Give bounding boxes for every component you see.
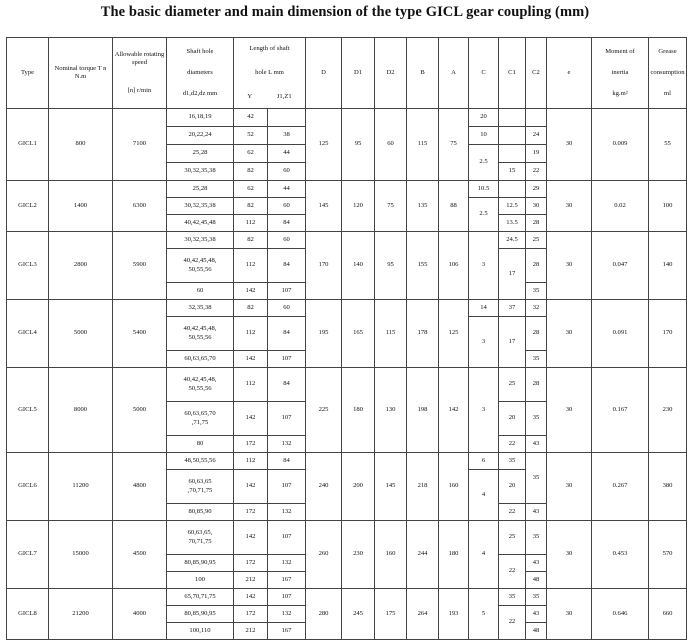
cell-type: GICL5	[7, 368, 49, 453]
cell-shaft-diameter: 20,22,24	[167, 127, 234, 145]
header-D2: D2	[375, 38, 407, 109]
cell-C1: 20	[499, 470, 526, 504]
cell-grease: 100	[649, 181, 687, 232]
cell-C: 3	[469, 317, 499, 368]
cell-C1	[499, 181, 526, 198]
cell-shaft-diameter: 25,28	[167, 181, 234, 198]
table-row	[7, 232, 687, 249]
cell-C2	[526, 109, 547, 127]
header-grease-line2: consumption	[650, 68, 685, 76]
cell-length-j1: 132	[268, 606, 306, 623]
header-torque: Nominal torque T n N.m	[49, 38, 113, 109]
cell-length-y: 82	[234, 232, 268, 249]
cell-length-y: 142	[234, 351, 268, 368]
header-length-j1: J1,Z1	[276, 92, 292, 100]
header-D1: D1	[342, 38, 375, 109]
cell-C1	[499, 145, 526, 163]
cell-D2: 60	[375, 109, 407, 181]
cell-shaft-diameter: 100,110	[167, 623, 234, 640]
cell-type: GICL1	[7, 109, 49, 181]
cell-grease: 380	[649, 453, 687, 521]
cell-length-j1: 44	[268, 145, 306, 163]
cell-grease: 170	[649, 300, 687, 368]
cell-grease: 660	[649, 589, 687, 640]
table-row	[7, 181, 687, 198]
cell-A: 125	[439, 300, 469, 368]
cell-speed: 5400	[113, 300, 167, 368]
cell-torque: 2800	[49, 232, 113, 300]
cell-C1: 20	[499, 402, 526, 436]
cell-C1	[499, 127, 526, 145]
cell-length-j1: 107	[268, 283, 306, 300]
cell-D: 225	[306, 368, 342, 453]
cell-D2: 130	[375, 368, 407, 453]
cell-C2: 48	[526, 572, 547, 589]
table-row	[7, 589, 687, 606]
cell-e: 30	[547, 589, 592, 640]
cell-length-j1: 84	[268, 317, 306, 351]
cell-A: 193	[439, 589, 469, 640]
cell-length-j1	[268, 109, 306, 127]
cell-length-j1: 167	[268, 572, 306, 589]
cell-C2: 24	[526, 127, 547, 145]
cell-length-y: 62	[234, 145, 268, 163]
cell-speed: 4000	[113, 589, 167, 640]
cell-C: 6	[469, 453, 499, 470]
cell-length-j1: 107	[268, 402, 306, 436]
cell-torque: 21200	[49, 589, 113, 640]
table-row	[7, 453, 687, 470]
cell-D: 195	[306, 300, 342, 368]
header-D: D	[306, 38, 342, 109]
cell-B: 155	[407, 232, 439, 300]
cell-length-y: 112	[234, 453, 268, 470]
cell-moment: 0.453	[592, 521, 649, 589]
cell-shaft-diameter: 80,85,90,95	[167, 555, 234, 572]
cell-torque: 11200	[49, 453, 113, 521]
cell-B: 115	[407, 109, 439, 181]
cell-length-j1: 84	[268, 249, 306, 283]
header-B: B	[407, 38, 439, 109]
cell-D1: 120	[342, 181, 375, 232]
cell-length-j1: 167	[268, 623, 306, 640]
cell-e: 30	[547, 368, 592, 453]
cell-shaft-diameter: 16,18,19	[167, 109, 234, 127]
cell-C2: 32	[526, 300, 547, 317]
cell-grease: 140	[649, 232, 687, 300]
cell-shaft-diameter: 100	[167, 572, 234, 589]
cell-shaft-diameter: 48,50,55,56	[167, 453, 234, 470]
cell-shaft-diameter: 30,32,35,38	[167, 163, 234, 181]
cell-speed: 5900	[113, 232, 167, 300]
cell-D: 145	[306, 181, 342, 232]
cell-grease: 230	[649, 368, 687, 453]
header-C: C	[469, 38, 499, 109]
cell-D1: 200	[342, 453, 375, 521]
table-row	[7, 521, 687, 555]
cell-type: GICL2	[7, 181, 49, 232]
cell-length-j1: 44	[268, 181, 306, 198]
cell-D1: 165	[342, 300, 375, 368]
table-row	[7, 368, 687, 402]
cell-C1: 22	[499, 504, 526, 521]
cell-C1: 35	[499, 453, 526, 470]
cell-C2: 29	[526, 181, 547, 198]
cell-e: 30	[547, 181, 592, 232]
header-moment	[592, 38, 649, 109]
cell-D2: 95	[375, 232, 407, 300]
cell-length-y: 172	[234, 436, 268, 453]
cell-torque: 1400	[49, 181, 113, 232]
cell-length-y: 112	[234, 215, 268, 232]
cell-e: 30	[547, 109, 592, 181]
header-type: Type	[7, 38, 49, 109]
cell-C: 2.5	[469, 145, 499, 181]
cell-A: 88	[439, 181, 469, 232]
cell-D2: 75	[375, 181, 407, 232]
cell-type: GICL3	[7, 232, 49, 300]
cell-length-y: 142	[234, 283, 268, 300]
header-shaft-line1: Shaft hole	[186, 47, 214, 55]
cell-shaft-diameter: 65,70,71,75	[167, 589, 234, 606]
cell-length-j1: 60	[268, 163, 306, 181]
cell-C1: 15	[499, 163, 526, 181]
table-row	[7, 300, 687, 317]
cell-grease: 570	[649, 521, 687, 589]
cell-moment: 0.02	[592, 181, 649, 232]
cell-D: 260	[306, 521, 342, 589]
cell-C1: 22	[499, 555, 526, 589]
cell-length-y: 142	[234, 521, 268, 555]
cell-C1: 12.5	[499, 198, 526, 215]
cell-length-y: 82	[234, 163, 268, 181]
cell-length-y: 112	[234, 317, 268, 351]
header-A: A	[439, 38, 469, 109]
cell-A: 75	[439, 109, 469, 181]
cell-D: 280	[306, 589, 342, 640]
cell-shaft-diameter: 40,42,45,48	[167, 215, 234, 232]
cell-length-y: 172	[234, 504, 268, 521]
header-grease-line1: Grease	[658, 47, 677, 55]
cell-length-j1: 132	[268, 504, 306, 521]
cell-C2: 48	[526, 623, 547, 640]
cell-D: 125	[306, 109, 342, 181]
cell-C1: 17	[499, 317, 526, 368]
cell-torque: 800	[49, 109, 113, 181]
cell-torque: 15000	[49, 521, 113, 589]
header-moment-line1: Moment of	[605, 47, 635, 55]
cell-length-j1: 60	[268, 300, 306, 317]
header-shaft-hole	[167, 38, 234, 109]
cell-shaft-diameter: 60,63,65, 70,71,75	[167, 521, 234, 555]
header-speed	[113, 38, 167, 109]
cell-B: 244	[407, 521, 439, 589]
cell-length-j1: 38	[268, 127, 306, 145]
cell-C: 4	[469, 470, 499, 521]
cell-A: 180	[439, 521, 469, 589]
cell-C: 14	[469, 300, 499, 317]
cell-speed: 4800	[113, 453, 167, 521]
cell-C1: 13.5	[499, 215, 526, 232]
cell-C2: 30	[526, 198, 547, 215]
cell-D2: 145	[375, 453, 407, 521]
cell-C1: 22	[499, 606, 526, 640]
cell-C2: 19	[526, 145, 547, 163]
cell-grease: 55	[649, 109, 687, 181]
cell-length-j1: 107	[268, 470, 306, 504]
cell-length-j1: 84	[268, 368, 306, 402]
cell-C: 10	[469, 127, 499, 145]
cell-C2: 35	[526, 589, 547, 606]
cell-speed: 7100	[113, 109, 167, 181]
cell-length-y: 112	[234, 368, 268, 402]
cell-length-y: 142	[234, 402, 268, 436]
header-moment-line2: inertia	[611, 68, 629, 76]
cell-shaft-diameter: 60,63,65,70 ,71,75	[167, 402, 234, 436]
header-shaft-line2: diameters	[187, 68, 213, 76]
cell-shaft-diameter: 60,63,65,70	[167, 351, 234, 368]
cell-moment: 0.167	[592, 368, 649, 453]
cell-C: 2.5	[469, 198, 499, 232]
cell-moment: 0.047	[592, 232, 649, 300]
cell-C2: 35	[526, 283, 547, 300]
cell-e: 30	[547, 453, 592, 521]
cell-length-j1: 132	[268, 555, 306, 572]
cell-D2: 175	[375, 589, 407, 640]
cell-type: GICL8	[7, 589, 49, 640]
cell-C2: 28	[526, 249, 547, 283]
cell-length-y: 82	[234, 300, 268, 317]
cell-length-y: 172	[234, 606, 268, 623]
cell-B: 264	[407, 589, 439, 640]
cell-length-j1: 107	[268, 521, 306, 555]
cell-length-j1: 60	[268, 232, 306, 249]
cell-D1: 140	[342, 232, 375, 300]
cell-length-y: 112	[234, 249, 268, 283]
cell-C1: 25	[499, 368, 526, 402]
cell-length-y: 142	[234, 589, 268, 606]
cell-length-y: 212	[234, 572, 268, 589]
header-moment-line3: kg.m²	[612, 90, 628, 98]
cell-shaft-diameter: 60	[167, 283, 234, 300]
cell-length-y: 62	[234, 181, 268, 198]
dimension-table	[6, 37, 687, 640]
cell-C2: 35	[526, 453, 547, 504]
cell-C2: 35	[526, 521, 547, 555]
cell-speed: 5000	[113, 368, 167, 453]
header-C1: C1	[499, 38, 526, 109]
cell-shaft-diameter: 60,63,65 ,70,71,75	[167, 470, 234, 504]
cell-D1: 95	[342, 109, 375, 181]
cell-C1	[499, 109, 526, 127]
cell-C2: 35	[526, 402, 547, 436]
cell-C: 20	[469, 109, 499, 127]
cell-B: 198	[407, 368, 439, 453]
cell-D: 240	[306, 453, 342, 521]
header-speed-line1: Allowable rotating speed	[114, 50, 165, 67]
cell-D1: 245	[342, 589, 375, 640]
cell-C2: 35	[526, 351, 547, 368]
cell-C2: 43	[526, 555, 547, 572]
cell-length-y: 52	[234, 127, 268, 145]
cell-A: 142	[439, 368, 469, 453]
cell-shaft-diameter: 25,28	[167, 145, 234, 163]
cell-C2: 28	[526, 368, 547, 402]
header-shaft-line3: d1,d2,dz mm	[182, 90, 218, 98]
cell-C1: 25	[499, 521, 526, 555]
table-title: The basic diameter and main dimension of the type GICL gear coupling (mm)	[100, 4, 590, 20]
cell-shaft-diameter: 80,85,90	[167, 504, 234, 521]
cell-C: 10.5	[469, 181, 499, 198]
cell-type: GICL6	[7, 453, 49, 521]
cell-D1: 230	[342, 521, 375, 589]
cell-torque: 8000	[49, 368, 113, 453]
cell-C1: 22	[499, 436, 526, 453]
cell-speed: 6300	[113, 181, 167, 232]
cell-C: 3	[469, 232, 499, 300]
header-length-y: Y	[247, 92, 253, 100]
cell-C1: 17	[499, 249, 526, 300]
cell-length-y: 42	[234, 109, 268, 127]
cell-length-j1: 84	[268, 215, 306, 232]
cell-B: 178	[407, 300, 439, 368]
cell-A: 160	[439, 453, 469, 521]
cell-length-j1: 107	[268, 351, 306, 368]
cell-C2: 22	[526, 163, 547, 181]
header-length-line1: Length of shaft	[249, 45, 290, 52]
cell-shaft-diameter: 80,85,90,95	[167, 606, 234, 623]
cell-B: 218	[407, 453, 439, 521]
cell-shaft-diameter: 40,42,45,48, 50,55,56	[167, 317, 234, 351]
cell-speed: 4500	[113, 521, 167, 589]
cell-C2: 43	[526, 436, 547, 453]
cell-length-y: 82	[234, 198, 268, 215]
cell-D2: 160	[375, 521, 407, 589]
cell-D1: 180	[342, 368, 375, 453]
cell-C1: 35	[499, 589, 526, 606]
header-grease	[649, 38, 687, 109]
cell-e: 30	[547, 232, 592, 300]
header-grease-line3: ml	[664, 90, 671, 98]
header-e: e	[547, 38, 592, 109]
cell-D2: 115	[375, 300, 407, 368]
header-length	[234, 38, 306, 109]
cell-type: GICL4	[7, 300, 49, 368]
cell-C: 5	[469, 589, 499, 640]
cell-shaft-diameter: 30,32,35,38	[167, 232, 234, 249]
cell-shaft-diameter: 40,42,45,48, 50,55,56	[167, 249, 234, 283]
cell-shaft-diameter: 32,35,38	[167, 300, 234, 317]
header-speed-line2: [n] r/min	[127, 86, 152, 94]
cell-C: 3	[469, 368, 499, 453]
header-length-line2: hole L mm	[255, 68, 284, 76]
cell-C: 4	[469, 521, 499, 589]
cell-C1: 37	[499, 300, 526, 317]
cell-length-y: 142	[234, 470, 268, 504]
cell-shaft-diameter: 30,32,35,38	[167, 198, 234, 215]
cell-length-y: 172	[234, 555, 268, 572]
cell-D: 170	[306, 232, 342, 300]
header-row	[7, 38, 687, 109]
cell-C2: 28	[526, 317, 547, 351]
cell-shaft-diameter: 80	[167, 436, 234, 453]
cell-C1: 24.5	[499, 232, 526, 249]
cell-moment: 0.009	[592, 109, 649, 181]
cell-length-j1: 107	[268, 589, 306, 606]
cell-length-j1: 60	[268, 198, 306, 215]
cell-A: 106	[439, 232, 469, 300]
cell-type: GICL7	[7, 521, 49, 589]
cell-e: 30	[547, 521, 592, 589]
cell-C2: 43	[526, 504, 547, 521]
cell-shaft-diameter: 40,42,45,48, 50,55,56	[167, 368, 234, 402]
cell-length-y: 212	[234, 623, 268, 640]
cell-length-j1: 84	[268, 453, 306, 470]
cell-B: 135	[407, 181, 439, 232]
table-row	[7, 109, 687, 127]
cell-C2: 28	[526, 215, 547, 232]
cell-torque: 5000	[49, 300, 113, 368]
cell-e: 30	[547, 300, 592, 368]
cell-C2: 25	[526, 232, 547, 249]
cell-moment: 0.646	[592, 589, 649, 640]
cell-moment: 0.091	[592, 300, 649, 368]
cell-length-j1: 132	[268, 436, 306, 453]
cell-moment: 0.267	[592, 453, 649, 521]
header-C2: C2	[526, 38, 547, 109]
cell-C2: 43	[526, 606, 547, 623]
